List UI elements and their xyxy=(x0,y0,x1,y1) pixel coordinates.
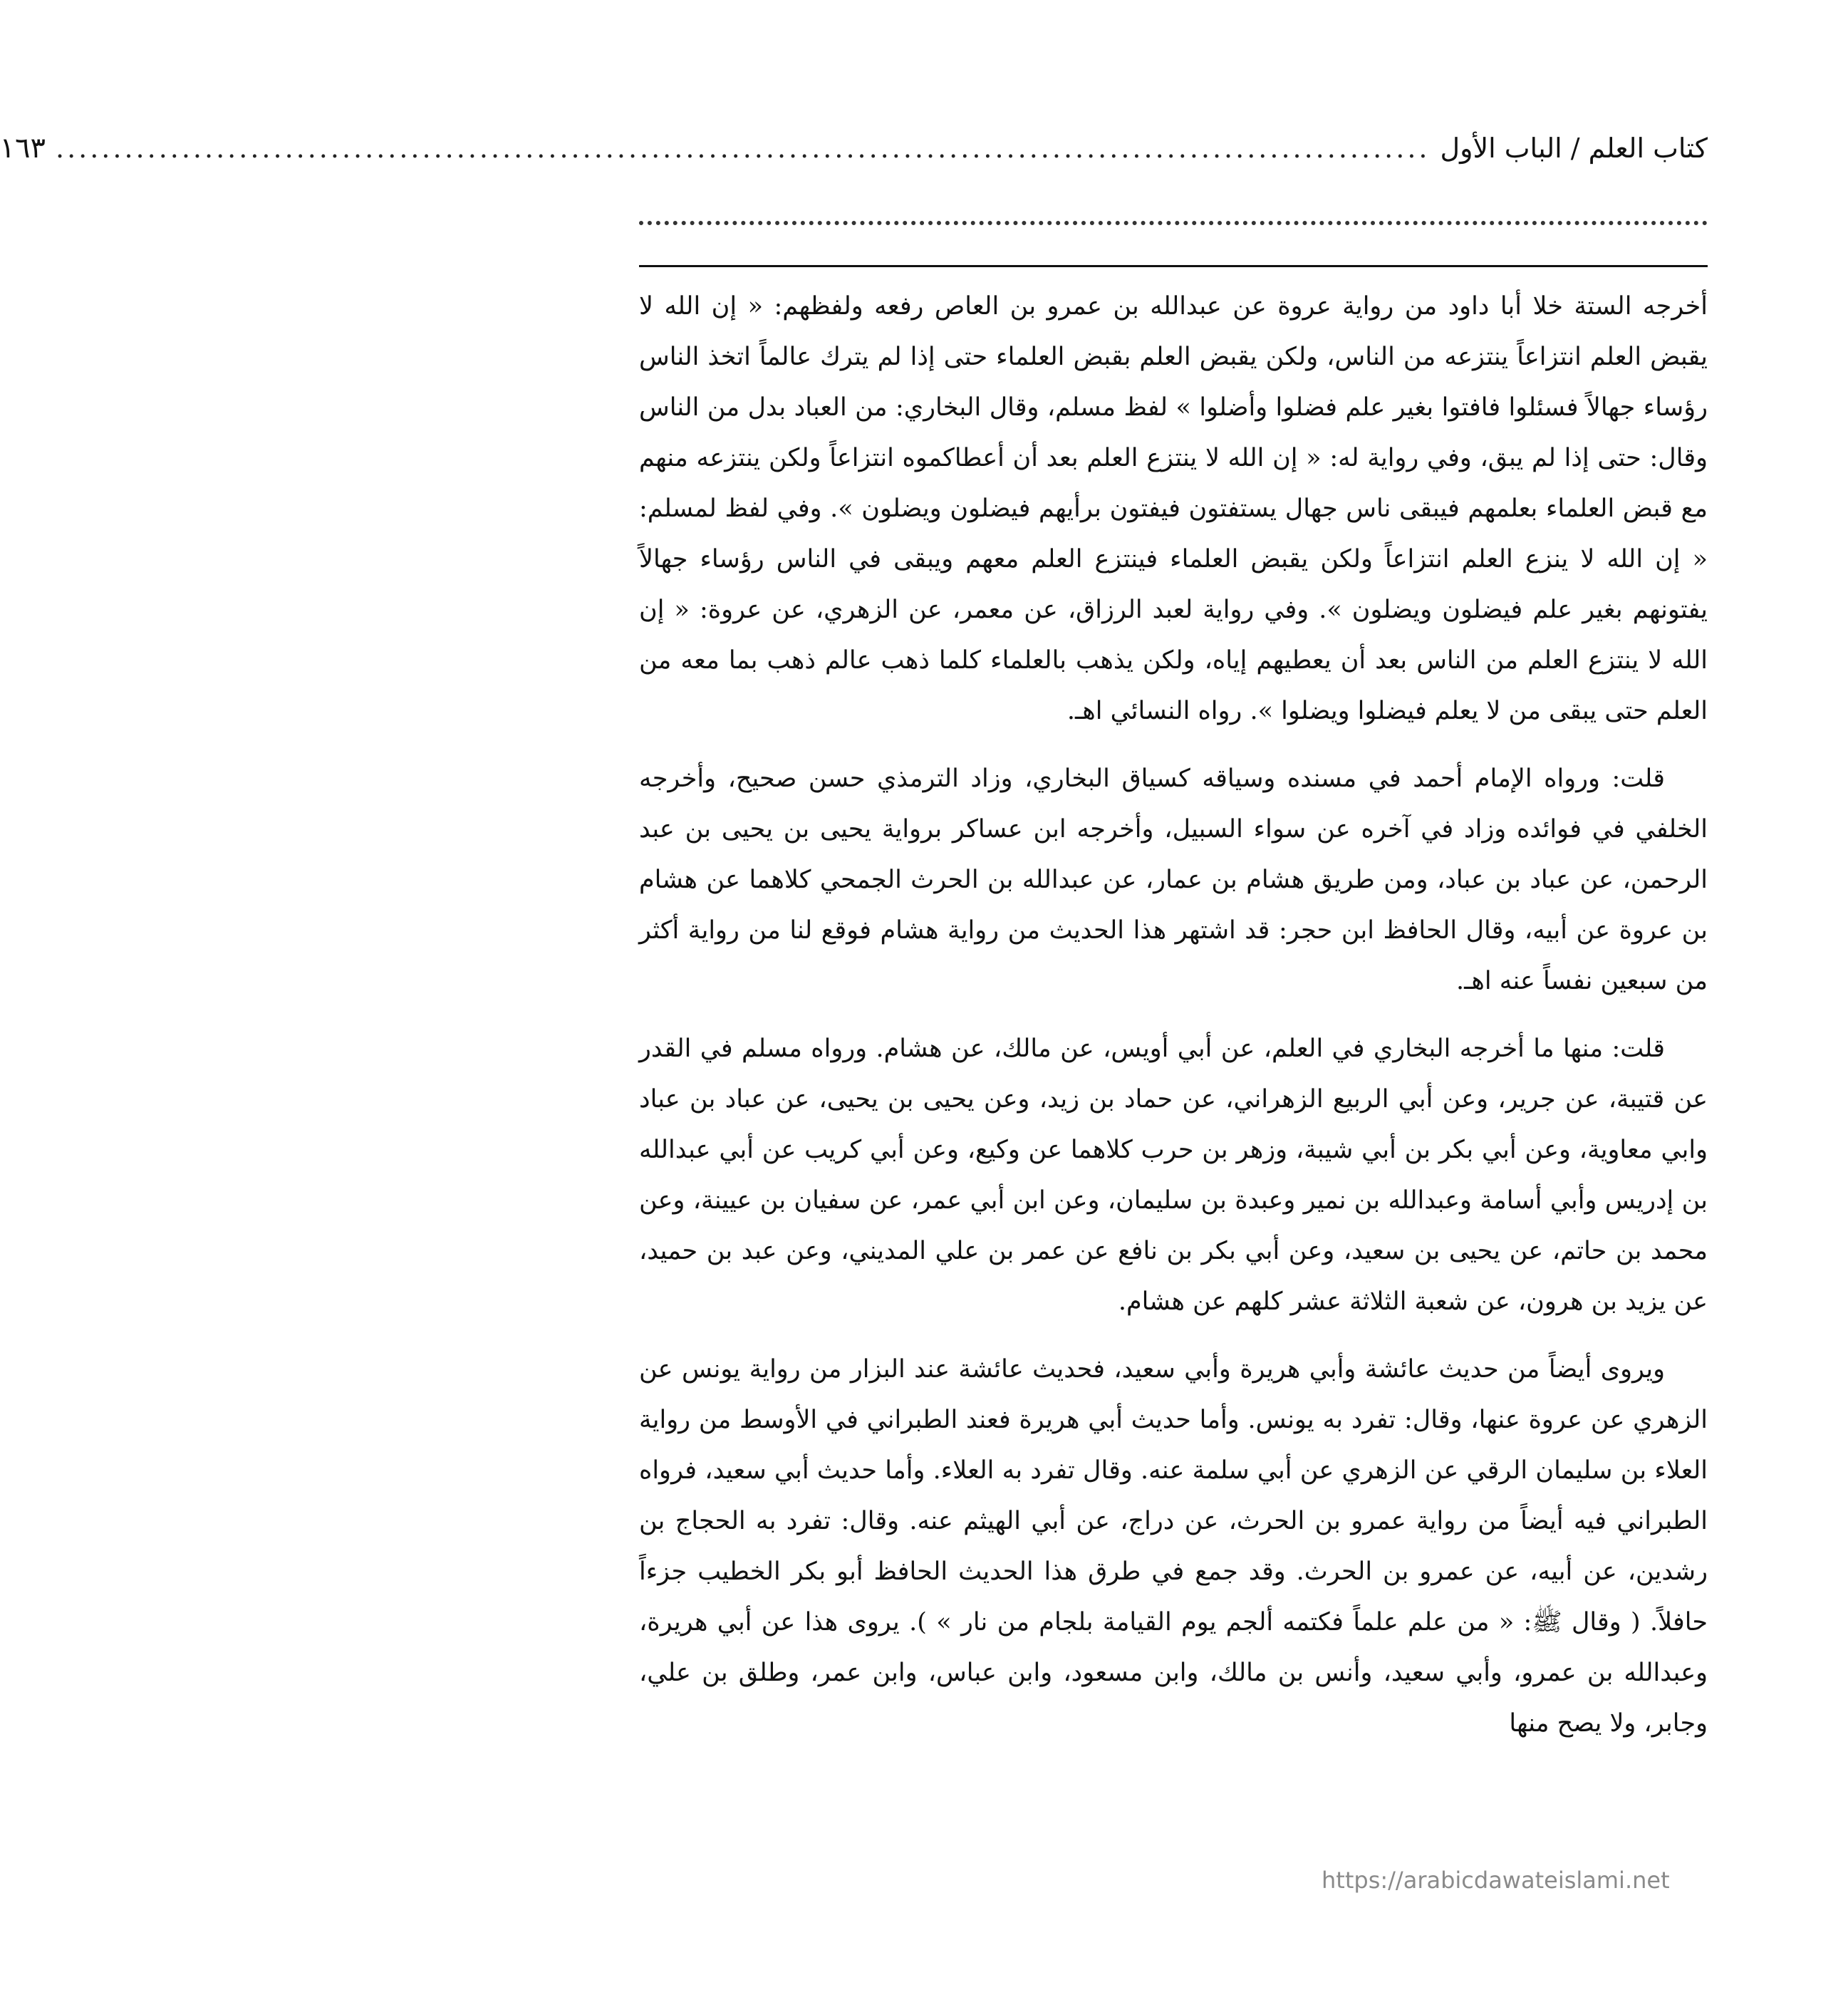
page-number: ١٦٣ xyxy=(0,132,46,165)
book-page xyxy=(0,114,1708,1966)
horizontal-rule xyxy=(639,265,1708,267)
paragraph-3: قلت: منها ما أخرجه البخاري في العلم، عن أبي أويس، عن مالك، عن هشام. ورواه مسلم في القدر عن قتيبة، عن جرير، وعن أبي الربيع الزهراني، عن حماد بن زيد، وعن يحيى بن يحيى، عن عباد بن عباد وابي معاوية، وعن أبي بكر بن أبي شيبة، وزهر بن حرب كلاهما عن وكيع، وعن أبي كريب عن أبي عبدالله بن إدريس وأبي أسامة وعبدالله بن نمير وعبدة بن سليمان، وعن ابن أبي عمر، عن سفيان بن عيينة، وعن محمد بن حاتم، عن يحيى بن سعيد، وعن أبي بكر بن نافع عن عمر بن علي المديني، وعن عبد بن حميد، عن يزيد بن هرون، عن شعبة الثلاثة عشر كلهم عن هشام. xyxy=(639,1034,1708,1316)
paragraph-1: أخرجه الستة خلا أبا داود من رواية عروة عن عبدالله بن عمرو بن العاص رفعه ولفظهم: « إن الله لا يقبض العلم انتزاعاً ينتزعه من الناس، ولكن يقبض العلم بقبض العلماء حتى إذا لم يترك عالماً اتخذ الناس رؤساء جهالاً فسئلوا فافتوا بغير علم فضلوا وأضلوا » لفظ مسلم، وقال البخاري: من العباد بدل من الناس وقال: حتى إذا لم يبق، وفي رواية له: « إن الله لا ينتزع العلم بعد أن أعطاكموه انتزاعاً ولكن ينتزعه منهم مع قبض العلماء بعلمهم فيبقى ناس جهال يستفتون فيفتون برأيهم فيضلون ويضلون ». وفي لفظ لمسلم: « إن الله لا ينزع العلم انتزاعاً ولكن يقبض العلماء فينتزع العلم معهم ويبقى في الناس رؤساء جهالاً يفتونهم بغير علم فيضلون ويضلون ». وفي رواية لعبد الرزاق، عن معمر، عن الزهري، عن عروة: « إن الله لا ينتزع العلم من الناس بعد أن يعطيهم إياه، ولكن يذهب بالعلماء كلما ذهب عالم ذهب بما معه من العلم حتى يبقى من لا يعلم فيضلوا ويضلوا ». رواه النسائي اهـ. xyxy=(639,292,1708,725)
dotted-separator xyxy=(639,221,1708,225)
paragraph-4: ويروى أيضاً من حديث عائشة وأبي هريرة وأبي سعيد، فحديث عائشة عند البزار من رواية يونس عن الزهري عن عروة عنها، وقال: تفرد به يونس. وأما حديث أبي هريرة فعند الطبراني في الأوسط من رواية العلاء بن سليمان الرقي عن الزهري عن أبي سلمة عنه. وقال تفرد به العلاء. وأما حديث أبي سعيد، فرواه الطبراني فيه أيضاً من رواية عمرو بن الحرث، عن دراج، عن أبي الهيثم عنه. وقال: تفرد به الحجاج بن رشدين، عن أبيه، عن عمرو بن الحرث. وقد جمع في طرق هذا الحديث الحافظ أبو بكر الخطيب جزءاً حافلاً. ( وقال ﷺ: « من علم علماً فكتمه ألجم يوم القيامة بلجام من نار » ). يروى هذا عن أبي هريرة، وعبدالله بن عمرو، وأبي سعيد، وأنس بن مالك، وابن مسعود، وابن عباس، وابن عمر، وطلق بن علي، وجابر، ولا يصح منها xyxy=(639,1355,1708,1738)
running-head-dots: ........................................................................................................................ xyxy=(55,133,1431,164)
page-body xyxy=(639,281,1708,1766)
running-head-title: كتاب العلم / الباب الأول xyxy=(1440,133,1708,164)
watermark-url: https://arabicdawateislami.net xyxy=(1322,1867,1670,1894)
running-head xyxy=(0,132,1708,175)
paragraph-2: قلت: ورواه الإمام أحمد في مسنده وسياقه كسياق البخاري، وزاد الترمذي حسن صحيح، وأخرجه الخلفي في فوائده وزاد في آخره عن سواء السبيل، وأخرجه ابن عساكر برواية يحيى بن يحيى بن عبد الرحمن، عن عباد بن عباد، ومن طريق هشام بن عمار، عن عبدالله بن الحرث الجمحي كلاهما عن هشام بن عروة عن أبيه، وقال الحافظ ابن حجر: قد اشتهر هذا الحديث من رواية هشام فوقع لنا من رواية أكثر من سبعين نفساً عنه اهـ. xyxy=(639,764,1708,995)
